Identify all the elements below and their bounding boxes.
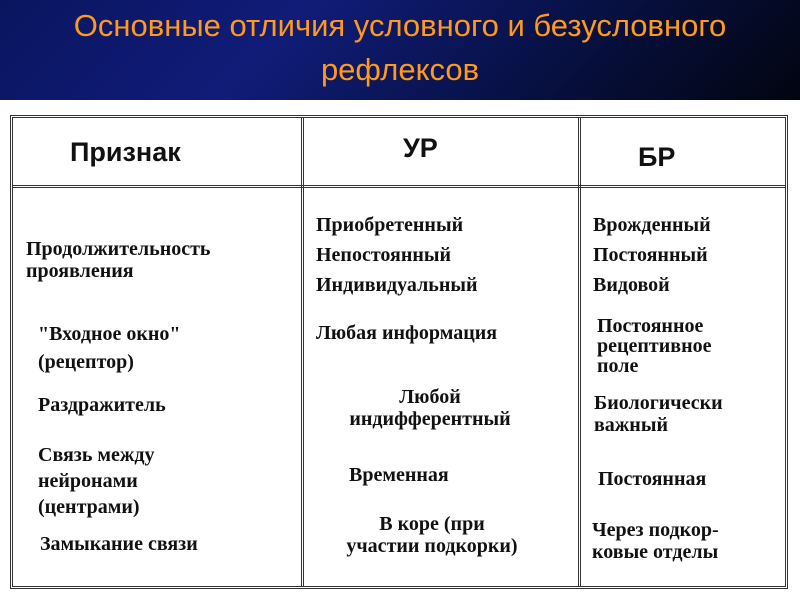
row1-conditioned: Приобретенный Непостоянный Индивидуальный	[316, 214, 478, 296]
row5-feature: Замыкание связи	[40, 533, 198, 555]
row1-unconditioned: Врожденный Постоянный Видовой	[593, 214, 711, 296]
header-feature: Признак	[70, 137, 181, 167]
row4-unconditioned: Постоянная	[598, 468, 707, 490]
row3-unconditioned: Биологически важный	[594, 392, 723, 436]
slide-title: Основные отличия условного и безусловного рефлексов	[73, 8, 727, 87]
row1-feature: Продолжительность проявления	[26, 238, 211, 282]
slide-header	[0, 0, 800, 100]
row5-conditioned: В коре (при участии подкорки)	[346, 513, 518, 557]
row4-conditioned: Временная	[349, 464, 449, 486]
header-conditioned: УР	[403, 133, 438, 163]
row2-feature: "Входное окно" (рецептор)	[38, 323, 181, 373]
row2-unconditioned: Постоянное рецептивное поле	[597, 315, 712, 377]
header-unconditioned: БР	[638, 142, 676, 172]
header-divider	[13, 185, 786, 188]
row3-conditioned: Любой индифферентный	[349, 386, 511, 430]
column-divider-1	[301, 117, 304, 587]
row5-unconditioned: Через подкор- ковые отделы	[592, 519, 719, 563]
row4-feature: Связь между нейронами (центрами)	[38, 444, 155, 518]
column-divider-2	[578, 117, 581, 587]
row3-feature: Раздражитель	[38, 394, 166, 416]
row2-conditioned: Любая информация	[316, 322, 498, 344]
